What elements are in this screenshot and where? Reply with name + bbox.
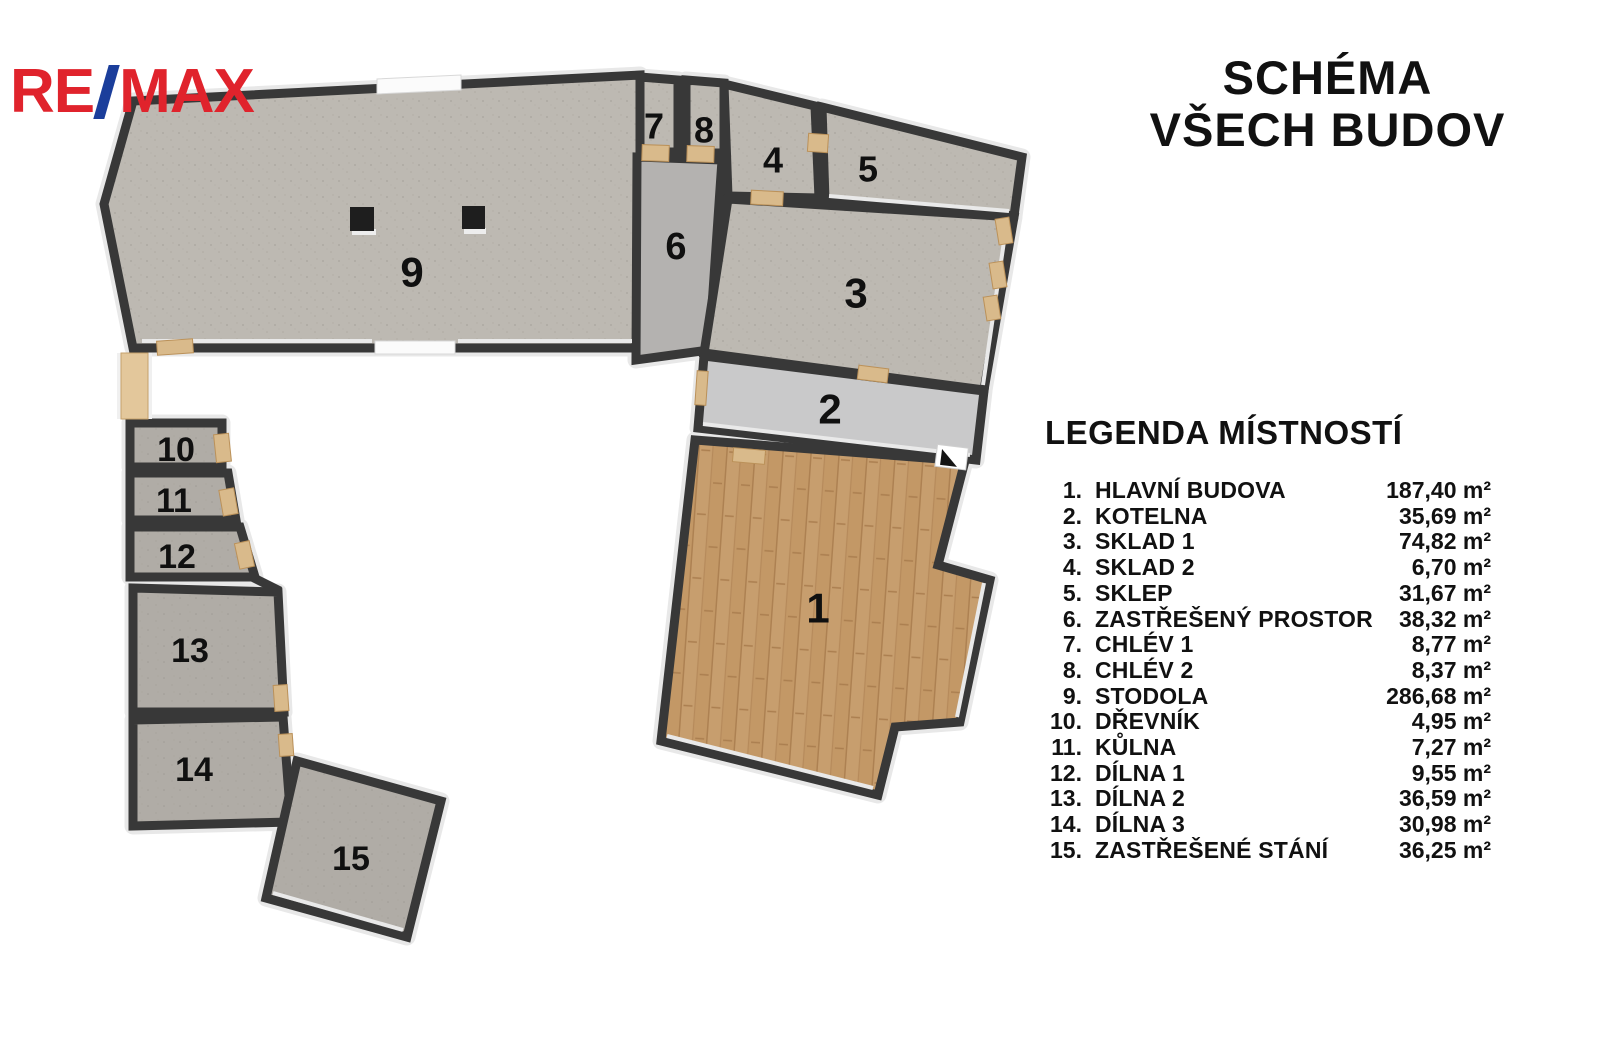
legend-area: 286,68 m² <box>1386 682 1491 709</box>
legend-name: DÍLNA 1 <box>1095 759 1185 786</box>
room-label-10: 10 <box>157 431 195 469</box>
room-label-1: 1 <box>806 584 830 632</box>
room-label-12: 12 <box>158 538 196 576</box>
room-label-7: 7 <box>643 105 665 147</box>
legend-row <box>1045 607 1491 633</box>
legend-name: HLAVNÍ BUDOVA <box>1095 477 1286 503</box>
legend-area: 35,69 m² <box>1398 502 1491 529</box>
legend-area: 38,32 m² <box>1398 605 1491 632</box>
legend-row <box>1045 735 1491 761</box>
legend-row <box>1045 684 1491 710</box>
door-icon <box>935 444 968 470</box>
legend-row <box>1045 786 1491 812</box>
remax-slash-icon <box>93 65 119 119</box>
legend-name: CHLÉV 2 <box>1095 656 1194 683</box>
room-label-8: 8 <box>693 109 715 151</box>
remax-logo-max: MAX <box>119 57 254 126</box>
legend-name: DÍLNA 2 <box>1095 785 1185 812</box>
room-label-13: 13 <box>171 632 209 670</box>
legend-num: 12 . <box>1045 761 1082 787</box>
legend-area: 30,98 m² <box>1398 811 1491 838</box>
legend-num: 11 . <box>1045 735 1082 761</box>
legend-row <box>1045 478 1491 504</box>
room-label-5: 5 <box>857 148 879 190</box>
page-title-line2: VŠECH BUDOV <box>1149 103 1506 156</box>
legend-row <box>1045 761 1491 787</box>
room-label-11: 11 <box>156 482 192 520</box>
legend-row <box>1045 658 1491 684</box>
legend-num: 13 . <box>1045 786 1082 812</box>
legend-name: DÍLNA 3 <box>1095 811 1185 838</box>
legend-row <box>1045 504 1491 530</box>
legend-area: 7,27 m² <box>1411 734 1491 761</box>
page-title <box>1100 52 1555 156</box>
legend-num: 14 . <box>1045 812 1082 838</box>
room-label-15: 15 <box>332 840 370 878</box>
legend-name: DŘEVNÍK <box>1095 708 1200 735</box>
column-1 <box>350 207 374 231</box>
legend-title: LEGENDA MÍSTNOSTÍ <box>1045 414 1403 451</box>
legend-num: 10 . <box>1045 709 1082 735</box>
legend-name: CHLÉV 1 <box>1095 631 1194 658</box>
legend-num: 15 . <box>1045 838 1082 864</box>
window-stodola-bottom <box>375 341 455 354</box>
legend-rows <box>1045 478 1491 864</box>
legend-num: 6 . <box>1045 607 1082 633</box>
legend-name: ZASTŘEŠENÉ STÁNÍ <box>1095 836 1329 863</box>
room-label-4: 4 <box>762 139 784 181</box>
column-2 <box>462 206 485 229</box>
passage-9-10 <box>117 353 152 419</box>
legend-num: 1 . <box>1045 478 1082 504</box>
legend-row <box>1045 529 1491 555</box>
legend-area: 9,55 m² <box>1411 759 1491 786</box>
legend-num: 8 . <box>1045 658 1082 684</box>
room-label-9: 9 <box>400 248 424 296</box>
legend-area: 187,40 m² <box>1386 477 1491 503</box>
legend-row <box>1045 709 1491 735</box>
legend-name: ZASTŘEŠENÝ PROSTOR <box>1095 605 1373 632</box>
legend-area: 8,77 m² <box>1411 631 1491 658</box>
page-title-line1: SCHÉMA <box>1222 51 1433 104</box>
remax-logo-re: RE <box>10 57 95 126</box>
legend <box>1045 414 1491 864</box>
room-label-2: 2 <box>818 385 842 433</box>
legend-area: 74,82 m² <box>1398 528 1491 555</box>
legend-area: 4,95 m² <box>1411 708 1491 735</box>
room-label-6: 6 <box>665 226 687 268</box>
legend-area: 6,70 m² <box>1411 554 1491 581</box>
legend-num: 2 . <box>1045 504 1082 530</box>
legend-name: SKLAD 1 <box>1095 528 1195 555</box>
legend-name: KŮLNA <box>1095 734 1177 761</box>
room-label-14: 14 <box>175 751 213 789</box>
legend-name: STODOLA <box>1095 682 1209 709</box>
legend-row <box>1045 838 1491 864</box>
legend-name: SKLAD 2 <box>1095 554 1195 581</box>
legend-num: 4 . <box>1045 555 1082 581</box>
legend-num: 5 . <box>1045 581 1082 607</box>
legend-row <box>1045 632 1491 658</box>
room-label-3: 3 <box>844 269 868 317</box>
legend-num: 3 . <box>1045 529 1082 555</box>
legend-area: 31,67 m² <box>1398 579 1491 606</box>
legend-num: 9 . <box>1045 684 1082 710</box>
legend-row <box>1045 581 1491 607</box>
remax-logo <box>10 56 254 127</box>
legend-name: KOTELNA <box>1095 502 1208 529</box>
legend-num: 7 . <box>1045 632 1082 658</box>
legend-area: 8,37 m² <box>1411 656 1491 683</box>
legend-row <box>1045 555 1491 581</box>
legend-row <box>1045 812 1491 838</box>
legend-name: SKLEP <box>1095 579 1173 606</box>
legend-area: 36,59 m² <box>1398 785 1491 812</box>
legend-area: 36,25 m² <box>1398 836 1491 863</box>
